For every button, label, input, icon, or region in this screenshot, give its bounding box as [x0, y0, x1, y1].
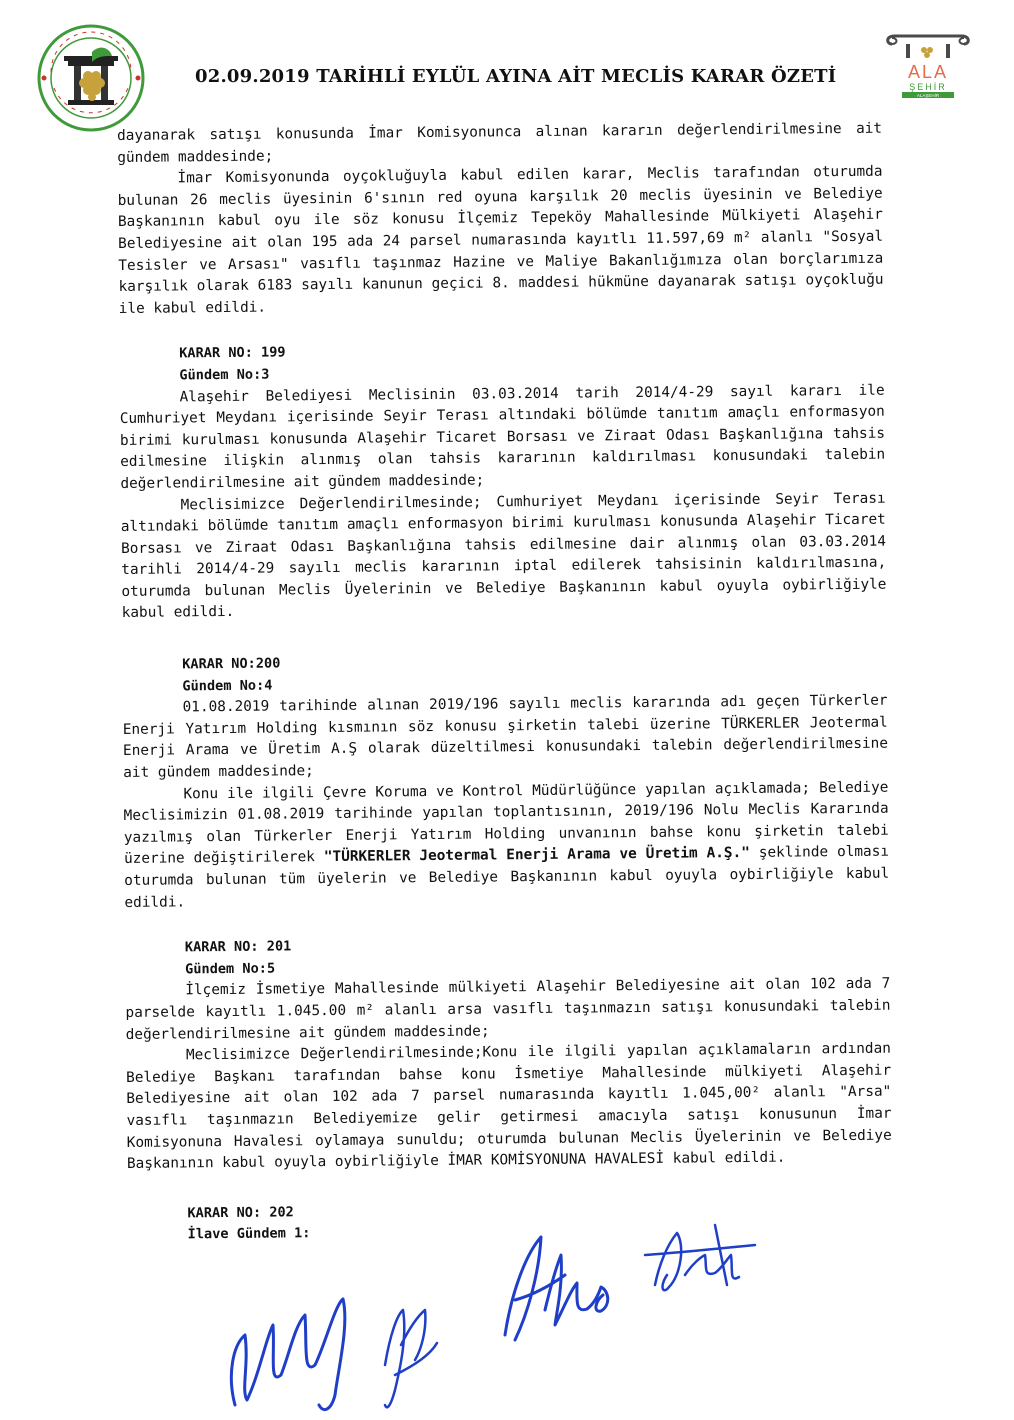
logo-sehir-text: ŞEHİR [909, 82, 947, 92]
karar-201-gundem: Gündem No:5 [185, 960, 276, 978]
karar-201-paragraph-1: İlçemiz İsmetiye Mahallesinde mülkiyeti Alaşehir Belediyesine ait olan 102 ada 7 parselde kayıtlı 1.045.00 m² alanlı arsa vasıflı taşınmazın satışı konusundaki talebin değerlendirilmesine ait gündem maddesinde; [125, 975, 891, 1043]
signature-4 [645, 1225, 755, 1290]
intro-paragraph-1: dayanarak satışı konusunda İmar Komisyonunca alınan kararın değerlendirilmesine ait gündem maddesinde; [117, 120, 883, 166]
karar-201-paragraph-2: Meclisimizce Değerlendirilmesinde;Konu ile ilgili yapılan açıklamaların ardından Belediye Başkanı tarafından bahse konu İsmetiye Mahallesinde mülkiyeti Alaşehir Belediyesine ait olan 102 ada 7 parsel numarasında kayıtlı 1.045,00² alanlı "Arsa" vasıflı taşınmazın Belediyemize gelir getirmesi amacıyla satışı konusunun İmar Komisyonuna Havalesi oylamaya sunuldu; oturumda bulunan Meclis Üyelerinin ve Belediye Başkanının kabul oyuyla oybirliğiyle İMAR KOMİSYONUNA HAVALESİ kabul edildi. [126, 1040, 892, 1173]
karar-200-paragraph-2-end: şeklinde olması oturumda bulunan tüm üyelerin ve Belediye Başkanının kabul oyuyla oybirliğiyle kabul edildi. [124, 844, 890, 911]
karar-200-gundem: Gündem No:4 [182, 677, 273, 695]
karar-200-paragraph-2-start: Konu ile ilgili Çevre Koruma ve Kontrol Müdürlüğünce yapılan açıklamada; Belediye Meclisimizin 01.08.2019 tarihinde yapılan toplantısının, 2019/196 Nolu Meclis Kararında yazılmış olan Türkerler Enerji Yatırım Holding unvanının bahse konu şirketin talebi üzerine değiştirilerek [123, 779, 889, 868]
karar-199-paragraph-2: Meclisimizce Değerlendirilmesinde; Cumhuriyet Meydanı içerisinde Seyir Terası altındaki bölümde tanıtım amaçlı enformasyon birimi kurulması konusunda Alaşehir Ticaret Borsası ve Ziraat Odası Başkanlığına tahsis edilmesine dair alınmış olan 03.03.2014 tarihli 2014/4-29 sayılı meclis kararının iptal edilerek tahsisinin kaldırılmasına, oturumda bulunan Meclis Üyelerinin ve Belediye Başkanının kabul oyuyla oybirliğiyle kabul edildi. [120, 490, 887, 622]
page-title: 02.09.2019 TARİHLİ EYLÜL AYINA AİT MECLİS KARAR ÖZETİ [195, 66, 837, 87]
ala-sehir-brand-logo [884, 34, 972, 100]
logo-ala-text: ALA [907, 62, 949, 82]
signature-1 [231, 1299, 345, 1410]
intro-paragraph-2: İmar Komisyonunda oyçokluğuyla kabul edilen karar, Meclis tarafından oturumda bulunan 26 meclis üyesinin 6'sının red oyuna karşılık 20 meclis üyesinin ve Belediye Başkanının kabul oyu ile söz konusu İlçemiz Tepeköy Mahallesinde Mülkiyeti Alaşehir Belediyesine ait olan 195 ada 24 parsel numarasında kayıtlı 11.597,69 m² alanlı "Sosyal Tesisler ve Arsası" vasıflı taşınmaz Hazine ve Maliye Bakanlığımıza olan borçlarımıza karşılık olarak 6183 sayılı kanunun geçici 8. maddesi hükmüne dayanarak satışı oyçokluğu ile kabul edildi. [117, 163, 884, 317]
alasehir-belediyesi-seal-logo [30, 22, 152, 134]
karar-200-section [122, 648, 889, 914]
karar-200-paragraph-2 [123, 777, 889, 914]
karar-199-section [119, 337, 887, 625]
document-body [117, 119, 893, 1247]
karar-202-number: KARAR NO: 202 [187, 1204, 294, 1222]
logo-subtitle-text: ALAŞEHİR [916, 93, 940, 99]
karar-201-section [125, 931, 892, 1176]
karar-201-number: KARAR NO: 201 [184, 938, 292, 956]
signatures [215, 1215, 795, 1415]
karar-200-company-name: "TÜRKERLER Jeotermal Enerji Arama ve Üretim A.Ş." [323, 845, 750, 866]
karar-202-gundem: İlave Gündem 1: [187, 1225, 311, 1243]
karar-200-paragraph-1: 01.08.2019 tarihinde alınan 2019/196 sayılı meclis kararında adı geçen Türkerler Enerji Yatırım Holding kısmının söz konusu şirketin talebi üzerine TÜRKERLER Jeotermal Enerji Arama ve Üretim A.Ş olarak düzeltilmesi konusundaki talebin değerlendirilmesine ait gündem maddesinde; [122, 692, 889, 782]
karar-200-number: KARAR NO:200 [182, 655, 281, 673]
karar-199-gundem: Gündem No:3 [179, 366, 270, 384]
signature-2 [385, 1310, 437, 1407]
karar-199-paragraph-1: Alaşehir Belediyesi Meclisinin 03.03.2014 tarih 2014/4-29 sayıl kararı ile Cumhuriyet Meydanı içerisinde Seyir Terası altındaki bölümde tanıtım amaçlı enformasyon birimi kurulması konusunda Alaşehir Ticaret Borsası ve Ziraat Odası Başkanlığına tahsis edilmesine ilişkin alınmış olan tahsis kararının kaldırılması konusundaki talebin değerlendirilmesine ait gündem maddesinde; [119, 382, 886, 492]
signature-3 [505, 1237, 608, 1340]
karar-199-number: KARAR NO: 199 [179, 344, 286, 362]
